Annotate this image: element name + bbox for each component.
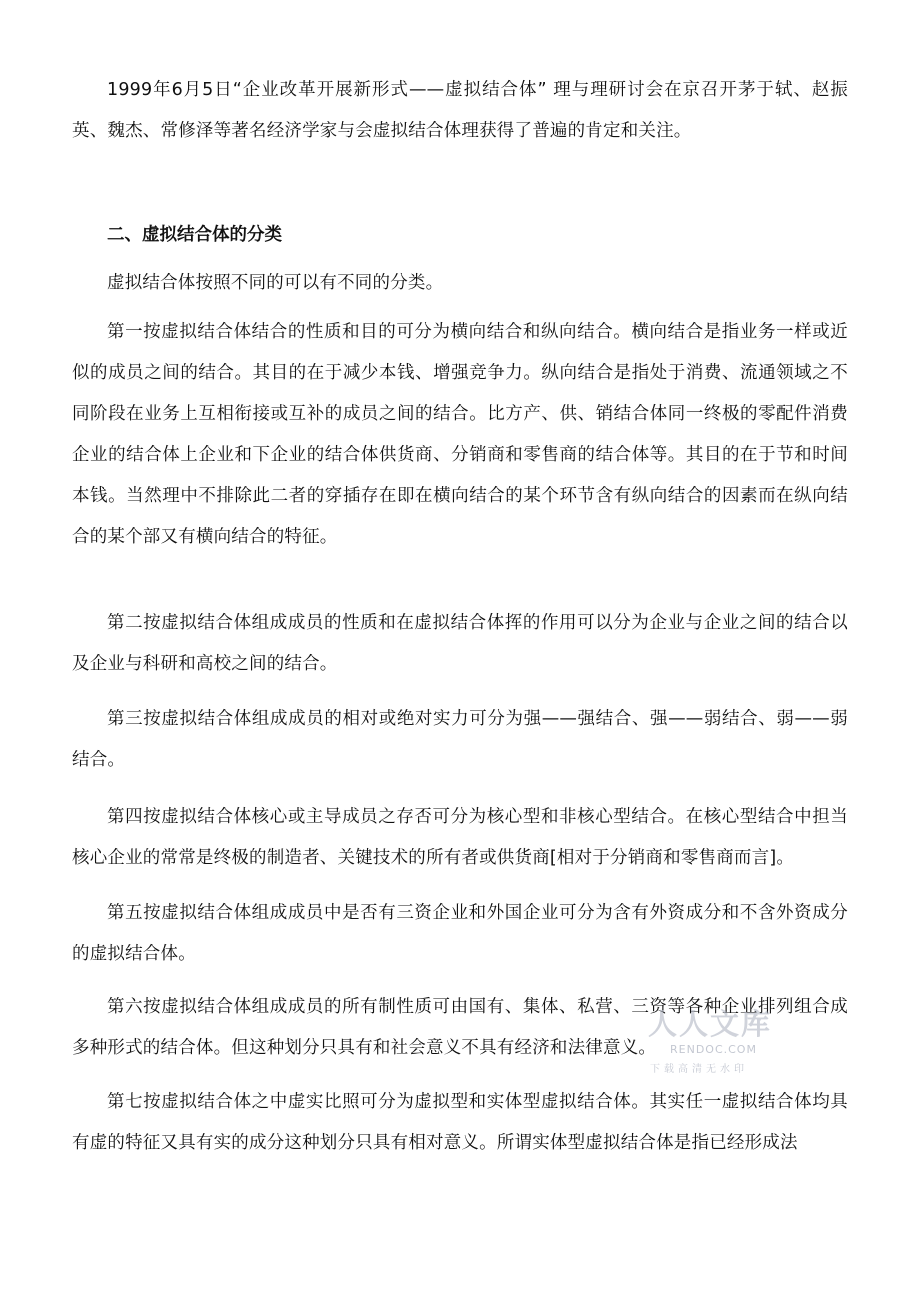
paragraph-second-class: 第二按虚拟结合体组成成员的性质和在虚拟结合体挥的作用可以分为企业与企业之间的结合以及企业与科研和高校之间的结合。 xyxy=(72,613,848,674)
paragraph-first-class: 第一按虚拟结合体结合的性质和目的可分为横向结合和纵向结合。横向结合是指业务一样或近似的成员之间的结合。其目的在于减少本钱、增强竞争力。纵向结合是指处于消费、流通领域之不同阶段在业务上互相衔接或互补的成员之间的结合。比方产、供、销结合体同一终极的零配件消费企业的结合体上企业和下企业的结合体供货商、分销商和零售商的结合体等。其目的在于节和时间本钱。当然理中不排除此二者的穿插存在即在横向结合的某个环节含有纵向结合的因素而在纵向结合的某个部又有横向结合的特征。 xyxy=(72,322,848,547)
paragraph-third-class: 第三按虚拟结合体组成成员的相对或绝对实力可分为强——强结合、强——弱结合、弱——弱结合。 xyxy=(72,709,848,770)
watermark-subtitle: 下载高清无水印 xyxy=(650,1064,748,1075)
paragraph-seventh-class: 第七按虚拟结合体之中虚实比照可分为虚拟型和实体型虚拟结合体。其实任一虚拟结合体均具有虚的特征又具有实的成分这种划分只具有相对意义。所谓实体型虚拟结合体是指已经形成法 xyxy=(72,1092,848,1153)
paragraph-fourth-class: 第四按虚拟结合体核心或主导成员之存否可分为核心型和非核心型结合。在核心型结合中担当核心企业的常常是终极的制造者、关键技术的所有者或供货商[相对于分销商和零售商而言]。 xyxy=(72,807,848,868)
watermark-url: RENDOC.COM xyxy=(670,1043,757,1056)
watermark-title: 人人文库 xyxy=(648,1007,773,1041)
paragraph-sixth-class: 第六按虚拟结合体组成成员的所有制性质可由国有、集体、私营、三资等各种企业排列组合成多种形式的结合体。但这种划分只具有和社会意义不具有经济和法律意义。 xyxy=(72,997,848,1058)
section-heading: 二、虚拟结合体的分类 xyxy=(107,225,282,245)
paragraph-conference: 1999年6月5日“企业改革开展新形式——虚拟结合体” 理与理研讨会在京召开茅于轼、赵振英、魏杰、常修泽等著名经济学家与会虚拟结合体理获得了普遍的肯定和关注。 xyxy=(72,80,848,141)
paragraph-fifth-class: 第五按虚拟结合体组成成员中是否有三资企业和外国企业可分为含有外资成分和不含外资成分的虚拟结合体。 xyxy=(72,903,848,964)
paragraph-intro: 虚拟结合体按照不同的可以有不同的分类。 xyxy=(107,273,444,293)
